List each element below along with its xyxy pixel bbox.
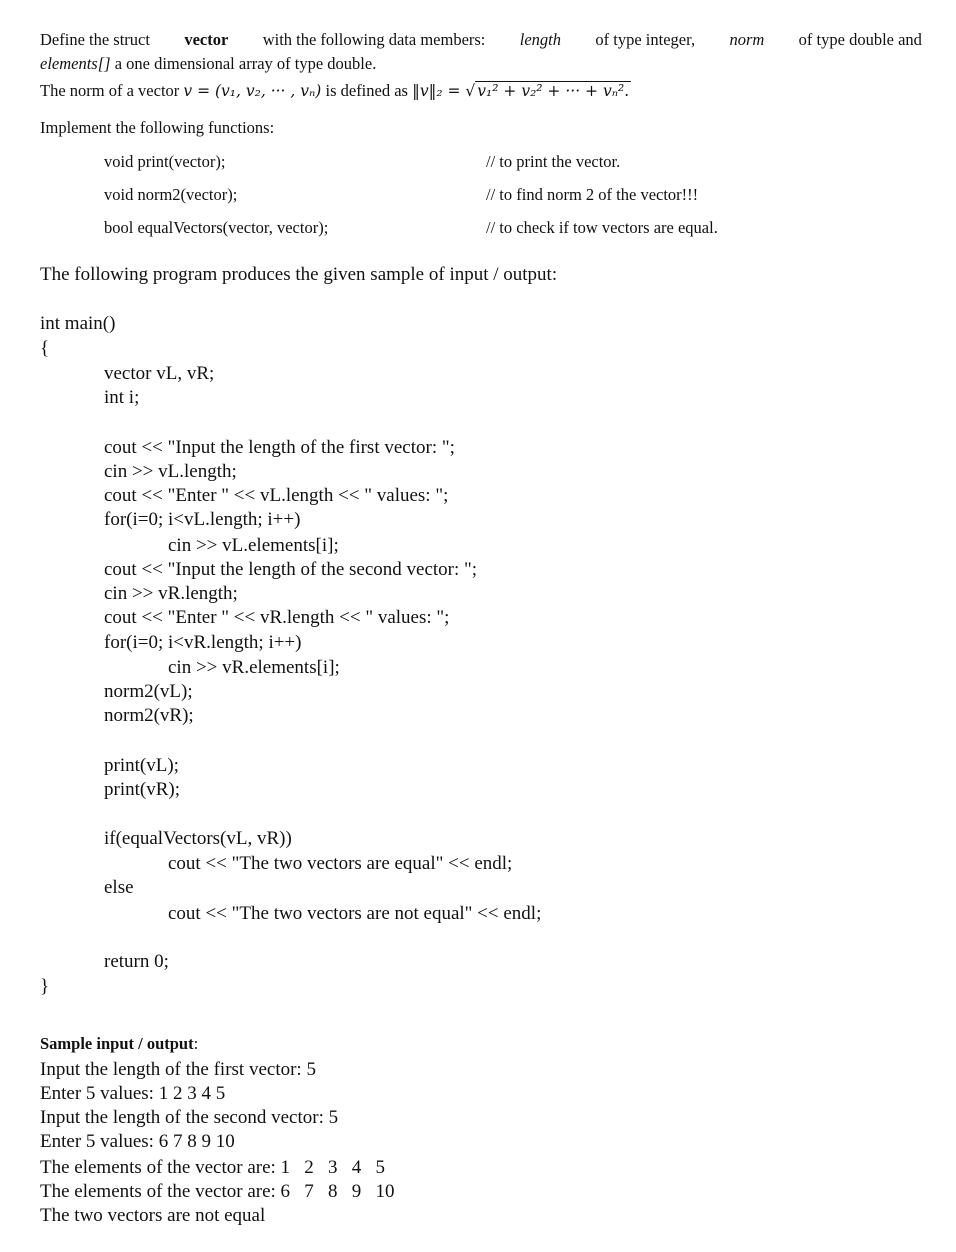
sample-heading-text: Sample input / output bbox=[40, 1034, 194, 1053]
sample-heading bbox=[40, 1034, 198, 1054]
function-signature-equal-vectors: bool equalVectors(vector, vector); bbox=[104, 218, 329, 237]
define-end: a one dimensional array of type double. bbox=[110, 54, 377, 73]
define-mid-2: of type integer, bbox=[595, 30, 696, 49]
code-line: cin >> vR.elements[i]; bbox=[168, 657, 340, 678]
define-mid-1: with the following data members: bbox=[262, 30, 486, 49]
code-line: cin >> vL.length; bbox=[104, 461, 237, 482]
member-elements: elements[] bbox=[40, 54, 111, 73]
program-intro: The following program produces the given sample of input / output: bbox=[40, 264, 558, 285]
code-line: print(vR); bbox=[104, 779, 180, 800]
code-line: norm2(vL); bbox=[104, 681, 193, 702]
sample-line: Input the length of the first vector: 5 bbox=[40, 1059, 316, 1080]
member-norm: norm bbox=[729, 30, 765, 49]
sample-line: Enter 5 values: 1 2 3 4 5 bbox=[40, 1083, 226, 1104]
sample-line: Input the length of the second vector: 5 bbox=[40, 1107, 339, 1128]
norm-rhs: v₁² + v₂² + ··· + vₙ². bbox=[477, 82, 630, 100]
norm-definition-line bbox=[40, 81, 631, 101]
function-signature-print: void print(vector); bbox=[104, 152, 226, 171]
code-main-signature: int main() bbox=[40, 313, 116, 334]
code-line: cout << "Enter " << vR.length << " values: "; bbox=[104, 607, 450, 628]
define-mid-3: of type double and bbox=[798, 30, 922, 49]
code-line: int i; bbox=[104, 387, 140, 408]
struct-name: vector bbox=[184, 30, 229, 49]
code-line: vector vL, vR; bbox=[104, 363, 215, 384]
sample-line: The two vectors are not equal bbox=[40, 1205, 266, 1226]
sqrt-symbol: √ bbox=[465, 82, 476, 100]
norm-defined-text: is defined as bbox=[321, 81, 413, 100]
define-prefix: Define the struct bbox=[40, 30, 150, 49]
code-line: cout << "Input the length of the first vector: "; bbox=[104, 437, 455, 458]
code-open-brace: { bbox=[40, 338, 50, 359]
code-line: cout << "The two vectors are not equal" << endl; bbox=[168, 903, 542, 924]
struct-definition-line bbox=[40, 30, 922, 50]
sample-line: The elements of the vector are: 6 7 8 9 10 bbox=[40, 1181, 395, 1202]
code-line: norm2(vR); bbox=[104, 705, 194, 726]
function-comment-print: // to print the vector. bbox=[486, 152, 621, 171]
code-line: cout << "Input the length of the second vector: "; bbox=[104, 559, 478, 580]
sample-line: The elements of the vector are: 1 2 3 4 5 bbox=[40, 1157, 386, 1178]
struct-definition-line-2 bbox=[40, 54, 376, 74]
function-comment-norm2: // to find norm 2 of the vector!!! bbox=[486, 185, 699, 204]
sample-heading-colon: : bbox=[193, 1034, 199, 1053]
member-length: length bbox=[519, 30, 562, 49]
sample-line: Enter 5 values: 6 7 8 9 10 bbox=[40, 1131, 235, 1152]
implement-heading: Implement the following functions: bbox=[40, 118, 275, 137]
code-line: cin >> vL.elements[i]; bbox=[168, 535, 339, 556]
code-line: cout << "The two vectors are equal" << endl; bbox=[168, 853, 513, 874]
norm-prefix: The norm of a vector bbox=[40, 81, 184, 100]
code-line: cout << "Enter " << vL.length << " values: "; bbox=[104, 485, 449, 506]
code-line: if(equalVectors(vL, vR)) bbox=[104, 828, 292, 849]
norm-vector-equation: v = (v₁, v₂, ··· , vₙ) bbox=[183, 82, 322, 100]
function-comment-equal-vectors: // to check if tow vectors are equal. bbox=[486, 218, 718, 237]
function-signature-norm2: void norm2(vector); bbox=[104, 185, 238, 204]
code-line: cin >> vR.length; bbox=[104, 583, 238, 604]
code-line: for(i=0; i<vR.length; i++) bbox=[104, 632, 302, 653]
code-line: else bbox=[104, 877, 134, 898]
code-line: return 0; bbox=[104, 951, 169, 972]
code-close-brace: } bbox=[40, 976, 50, 997]
norm-lhs: ‖v‖₂ = bbox=[412, 82, 466, 100]
code-line: print(vL); bbox=[104, 755, 179, 776]
code-line: for(i=0; i<vL.length; i++) bbox=[104, 509, 301, 530]
